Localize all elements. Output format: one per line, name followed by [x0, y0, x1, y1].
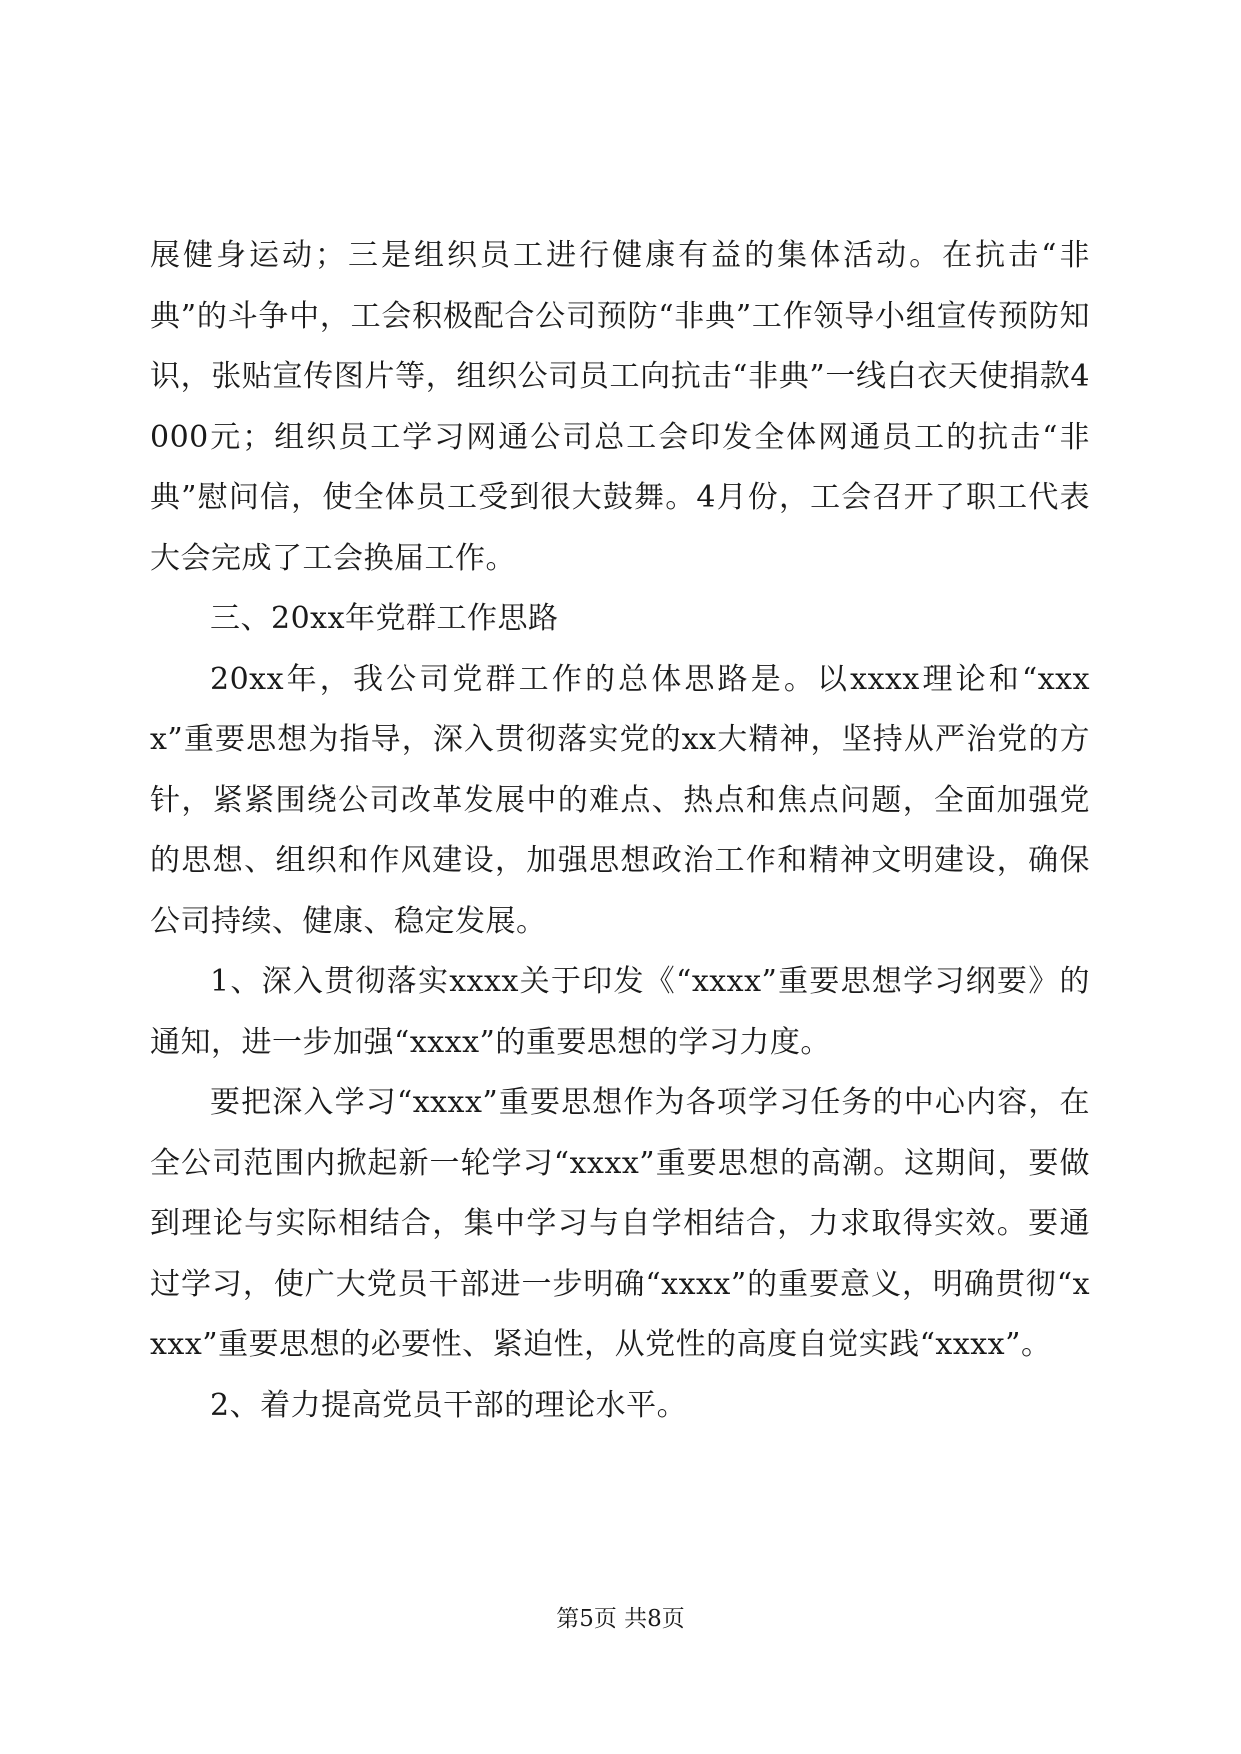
section-heading: 三、20xx年党群工作思路	[210, 601, 559, 636]
document-body	[150, 226, 1090, 1436]
page-number-footer: 第5页 共8页	[556, 1606, 685, 1632]
paragraph-overall-approach: 20xx年，我公司党群工作的总体思路是。以xxxx理论和“xxxx”重要思想为指导，深入贯彻落实党的xx大精神，坚持从严治党的方针，紧紧围绕公司改革发展中的难点、热点和焦点问题，全面加强党的思想、组织和作风建设，加强思想政治工作和精神文明建设，确保公司持续、健康、稳定发展。	[150, 661, 1090, 939]
paragraph-study-content: 要把深入学习“xxxx”重要思想作为各项学习任务的中心内容，在全公司范围内掀起新一轮学习“xxxx”重要思想的高潮。这期间，要做到理论与实际相结合，集中学习与自学相结合，力求取得实效。要通过学习，使广大党员干部进一步明确“xxxx”的重要意义，明确贯彻“xxxx”重要思想的必要性、紧迫性，从党性的高度自觉实践“xxxx”。	[150, 1085, 1090, 1362]
list-item-2: 2、着力提高党员干部的理论水平。	[210, 1387, 688, 1423]
paragraph-continuation: 展健身运动；三是组织员工进行健康有益的集体活动。在抗击“非典”的斗争中，工会积极配合公司预防“非典”工作领导小组宣传预防知识，张贴宣传图片等，组织公司员工向抗击“非典”一线白衣天使捐款4000元；组织员工学习网通公司总工会印发全体网通员工的抗击“非典”慰问信，使全体员工受到很大鼓舞。4月份，工会召开了职工代表大会完成了工会换届工作。	[150, 238, 1090, 576]
list-item-1: 1、深入贯彻落实xxxx关于印发《“xxxx”重要思想学习纲要》的通知，进一步加强“xxxx”的重要思想的学习力度。	[150, 964, 1090, 1060]
